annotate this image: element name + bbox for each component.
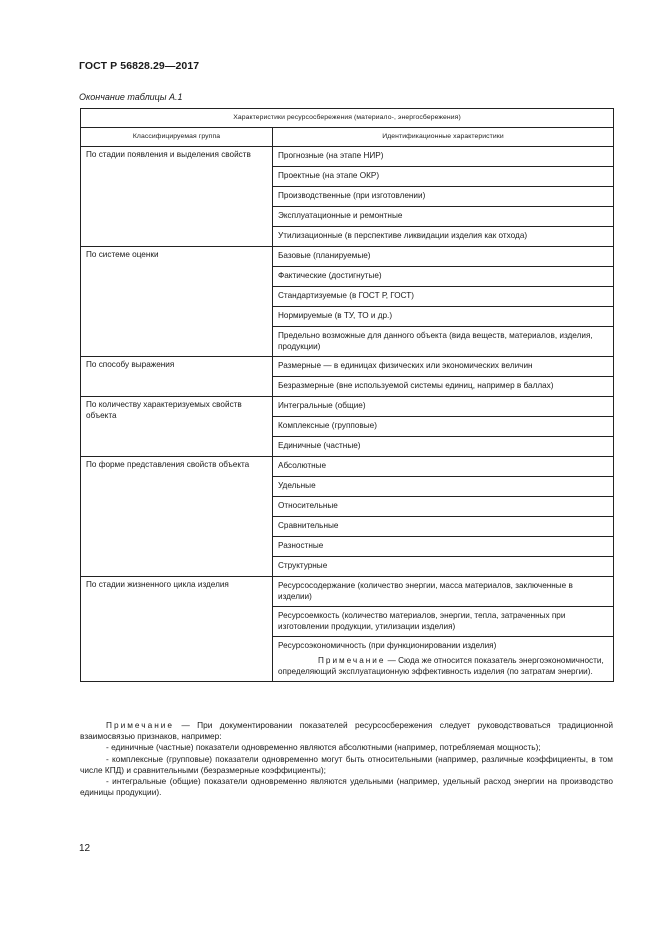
characteristic-item: Удельные <box>273 477 613 497</box>
classification-group: По системе оценки <box>81 247 273 357</box>
characteristic-item: Единичные (частные) <box>278 441 361 450</box>
characteristic-item: Сравнительные <box>273 517 613 537</box>
characteristic-item: Абсолютные <box>273 457 613 477</box>
characteristic-item: Базовые (планируемые) <box>273 247 613 267</box>
table-row <box>81 147 614 247</box>
page-number: 12 <box>79 843 91 854</box>
column-header-characteristics: Идентификационные характеристики <box>273 128 614 147</box>
characteristic-item: Производственные (при изготовлении) <box>273 187 613 207</box>
inline-note <box>273 656 613 681</box>
characteristic-item: Ресурсосодержание (количество энергии, масса материалов, заключенные в изделии) <box>273 577 613 607</box>
resource-saving-table <box>80 108 614 682</box>
note-text: — При документировании показателей ресурсосбережения следует руководствоваться традиционной взаимосвязью признаков, например: <box>80 720 613 742</box>
classification-group: По стадии жизненного цикла изделия <box>81 577 273 682</box>
characteristics-cell <box>273 247 614 357</box>
note-bullet: - интегральные (общие) показатели одновременно являются удельными (например, удельный расход энергии на производство единицы продукции). <box>80 776 613 798</box>
characteristics-cell <box>273 457 614 577</box>
table-body <box>81 147 614 682</box>
characteristic-item: Комплексные (групповые) <box>273 417 613 437</box>
note-paragraph <box>80 720 613 742</box>
table-row <box>81 357 614 397</box>
characteristics-cell <box>273 397 614 457</box>
characteristic-item: Размерные — в единицах физических или экономических величин <box>273 357 613 377</box>
characteristic-item: Интегральные (общие) <box>273 397 613 417</box>
inline-note-text: — Сюда же относится показатель энергоэкономичности, определяющий эксплуатационную эффективность изделия (по затратам энергии). <box>278 656 604 676</box>
characteristic-item: Эксплуатационные и ремонтные <box>273 207 613 227</box>
characteristic-item: Безразмерные (вне используемой системы единиц, например в баллах) <box>278 381 554 390</box>
classification-group: По количеству характеризуемых свойств объекта <box>81 397 273 457</box>
column-header-group: Классифицируемая группа <box>81 128 273 147</box>
characteristic-item: Фактические (достигнутые) <box>273 267 613 287</box>
classification-group: По форме представления свойств объекта <box>81 457 273 577</box>
table-row <box>81 577 614 682</box>
classification-group: По способу выражения <box>81 357 273 397</box>
characteristic-item: Ресурсоэкономичность (при функционировании изделия) <box>278 641 497 650</box>
table-title: Характеристики ресурсосбережения (материало-, энергосбережения) <box>81 109 614 128</box>
table-row <box>81 457 614 577</box>
note-bullet: - комплексные (групповые) показатели одновременно могут быть относительными (например, различные коэффициенты, в том числе КПД) и сравнительными (безразмерные коэффициенты); <box>80 753 613 775</box>
document-header: ГОСТ Р 56828.29—2017 <box>79 60 200 72</box>
characteristic-item: Утилизационные (в перспективе ликвидации изделия как отхода) <box>278 231 528 240</box>
inline-note-label: Примечание <box>318 656 386 665</box>
characteristic-item: Прогнозные (на этапе НИР) <box>273 147 613 167</box>
characteristics-cell <box>273 147 614 247</box>
table-row <box>81 397 614 457</box>
classification-group: По стадии появления и выделения свойств <box>81 147 273 247</box>
characteristics-cell <box>273 577 614 682</box>
characteristic-item: Нормируемые (в ТУ, ТО и др.) <box>273 307 613 327</box>
characteristic-item: Предельно возможные для данного объекта (вида веществ, материалов, изделия, продукции) <box>278 331 593 351</box>
characteristic-item: Разностные <box>273 537 613 557</box>
bottom-note <box>80 720 613 798</box>
characteristic-item: Относительные <box>273 497 613 517</box>
table-caption: Окончание таблицы А.1 <box>79 92 183 102</box>
note-label: Примечание <box>106 720 175 730</box>
characteristics-cell <box>273 357 614 397</box>
note-bullet: - единичные (частные) показатели одновременно являются абсолютными (например, потребляемая мощность); <box>106 742 541 753</box>
characteristic-item: Проектные (на этапе ОКР) <box>273 167 613 187</box>
characteristic-item: Ресурсоемкость (количество материалов, энергии, тепла, затраченных при изготовлении продукции, утилизации изделия) <box>273 607 613 637</box>
characteristic-item: Стандартизуемые (в ГОСТ Р, ГОСТ) <box>273 287 613 307</box>
characteristic-item: Структурные <box>278 561 328 570</box>
table-row <box>81 247 614 357</box>
